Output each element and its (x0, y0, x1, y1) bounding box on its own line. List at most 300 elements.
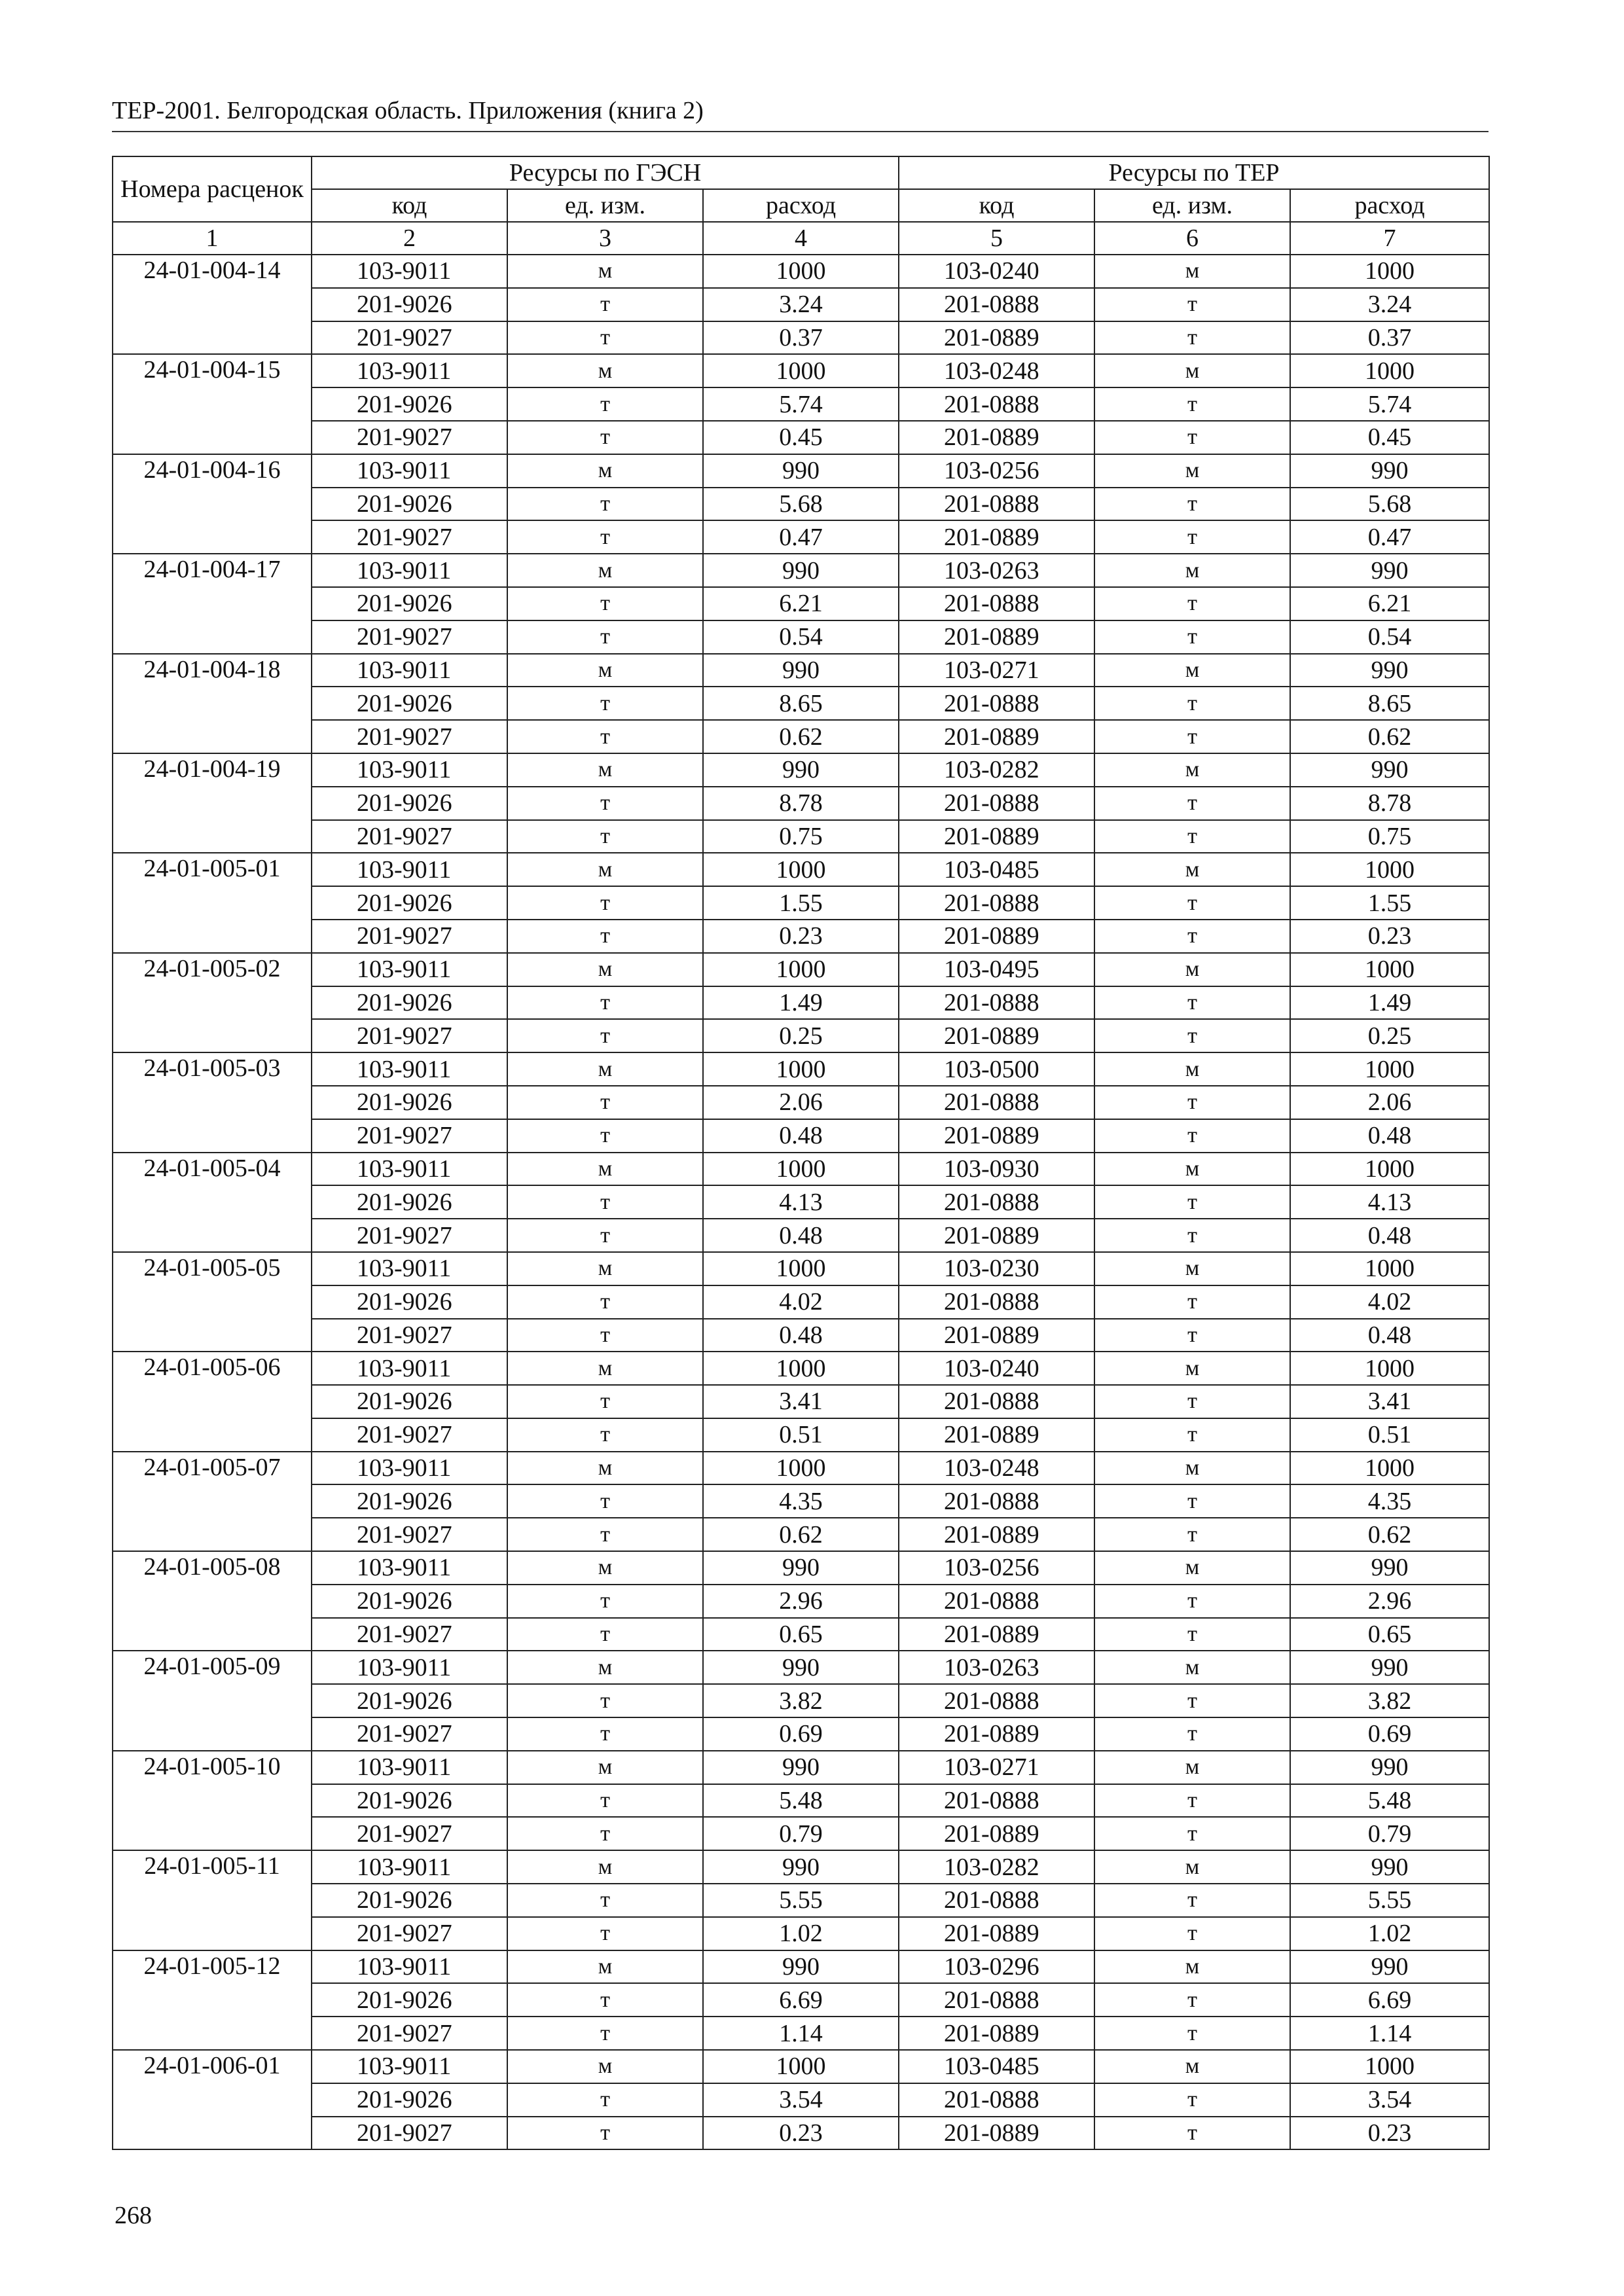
gesn-qty-cell: 1000 (703, 255, 899, 288)
ter-qty-cell: 1.14 (1290, 2017, 1489, 2050)
gesn-qty-cell: 0.48 (703, 1219, 899, 1252)
table-row (113, 488, 1489, 521)
rate-number-cell: 24-01-005-09 (113, 1651, 312, 1750)
ter-qty-cell: 5.68 (1290, 488, 1489, 521)
table-row (113, 2017, 1489, 2050)
gesn-code-cell: 201-9027 (312, 1219, 507, 1252)
ter-unit-cell: т (1094, 387, 1290, 421)
gesn-code-cell: 201-9026 (312, 1385, 507, 1418)
ter-unit-cell: т (1094, 1684, 1290, 1717)
rate-number-cell: 24-01-004-14 (113, 255, 312, 354)
ter-qty-cell: 0.37 (1290, 321, 1489, 355)
ter-unit-cell: т (1094, 986, 1290, 1020)
rate-number-cell: 24-01-005-04 (113, 1153, 312, 1252)
gesn-qty-cell: 1000 (703, 1052, 899, 1086)
column-number: 2 (312, 222, 507, 255)
gesn-qty-cell: 1000 (703, 1153, 899, 1186)
ter-code-cell: 201-0889 (899, 1019, 1094, 1052)
ter-unit-cell: м (1094, 1452, 1290, 1485)
gesn-qty-cell: 990 (703, 554, 899, 587)
ter-unit-cell: т (1094, 1618, 1290, 1651)
ter-unit-cell: т (1094, 1484, 1290, 1518)
gesn-code-cell: 103-9011 (312, 1850, 507, 1884)
gesn-code-cell: 201-9027 (312, 2017, 507, 2050)
gesn-qty-cell: 5.48 (703, 1784, 899, 1818)
table-row (113, 387, 1489, 421)
ter-code-cell: 201-0888 (899, 1784, 1094, 1818)
ter-code-cell: 201-0889 (899, 1319, 1094, 1352)
table-row (113, 1751, 1489, 1784)
ter-code-cell: 103-0282 (899, 1850, 1094, 1884)
gesn-qty-cell: 5.55 (703, 1884, 899, 1917)
ter-unit-cell: т (1094, 1086, 1290, 1119)
gesn-unit-cell: т (507, 1119, 703, 1153)
ter-code-cell: 201-0889 (899, 1817, 1094, 1850)
ter-unit-cell: т (1094, 720, 1290, 753)
gesn-code-cell: 201-9027 (312, 1518, 507, 1551)
rate-number-cell: 24-01-005-02 (113, 953, 312, 1052)
ter-qty-cell: 0.47 (1290, 520, 1489, 554)
column-number: 3 (507, 222, 703, 255)
table-row (113, 1484, 1489, 1518)
gesn-code-cell: 201-9026 (312, 1086, 507, 1119)
gesn-qty-cell: 3.82 (703, 1684, 899, 1717)
gesn-unit-cell: т (507, 1319, 703, 1352)
gesn-unit-cell: т (507, 2083, 703, 2117)
ter-qty-cell: 0.45 (1290, 421, 1489, 454)
gesn-unit-cell: м (507, 953, 703, 986)
rate-number-cell: 24-01-005-10 (113, 1751, 312, 1850)
ter-code-cell: 103-0495 (899, 953, 1094, 986)
gesn-unit-cell: т (507, 587, 703, 620)
gesn-qty-cell: 1000 (703, 2050, 899, 2083)
ter-code-cell: 103-0256 (899, 454, 1094, 488)
ter-code-cell: 201-0889 (899, 421, 1094, 454)
table-row (113, 1717, 1489, 1751)
ter-qty-cell: 5.48 (1290, 1784, 1489, 1818)
gesn-qty-cell: 1000 (703, 853, 899, 886)
table-row (113, 953, 1489, 986)
table-row (113, 1452, 1489, 1485)
gesn-code-cell: 103-9011 (312, 2050, 507, 2083)
ter-code-cell: 103-0240 (899, 255, 1094, 288)
rate-number-cell: 24-01-005-05 (113, 1252, 312, 1352)
gesn-qty-cell: 0.62 (703, 1518, 899, 1551)
gesn-code-cell: 201-9027 (312, 820, 507, 853)
ter-qty-cell: 990 (1290, 454, 1489, 488)
table-row (113, 2083, 1489, 2117)
ter-code-cell: 201-0889 (899, 820, 1094, 853)
table-row (113, 787, 1489, 820)
ter-unit-cell: м (1094, 1153, 1290, 1186)
ter-code-cell: 201-0888 (899, 288, 1094, 321)
gesn-unit-cell: т (507, 1983, 703, 2017)
gesn-unit-cell: т (507, 1717, 703, 1751)
gesn-code-cell: 201-9027 (312, 620, 507, 654)
gesn-code-cell: 103-9011 (312, 1950, 507, 1984)
ter-unit-cell: т (1094, 820, 1290, 853)
ter-qty-cell: 990 (1290, 1651, 1489, 1684)
table-row (113, 1850, 1489, 1884)
column-number: 4 (703, 222, 899, 255)
gesn-qty-cell: 1.55 (703, 886, 899, 920)
gesn-unit-cell: м (507, 1452, 703, 1485)
gesn-unit-cell: м (507, 255, 703, 288)
rate-number-cell: 24-01-005-12 (113, 1950, 312, 2050)
ter-qty-cell: 1.02 (1290, 1917, 1489, 1950)
table-row (113, 654, 1489, 687)
gesn-code-cell: 201-9026 (312, 1684, 507, 1717)
table-row (113, 853, 1489, 886)
gesn-code-cell: 201-9027 (312, 1618, 507, 1651)
gesn-unit-cell: т (507, 2117, 703, 2150)
table-row (113, 1950, 1489, 1984)
gesn-qty-cell: 0.62 (703, 720, 899, 753)
table-row (113, 1784, 1489, 1818)
gesn-qty-cell: 1.49 (703, 986, 899, 1020)
gesn-code-cell: 201-9027 (312, 1119, 507, 1153)
ter-code-cell: 201-0888 (899, 886, 1094, 920)
table-body (113, 255, 1489, 2149)
gesn-code-cell: 201-9026 (312, 1784, 507, 1818)
gesn-unit-cell: т (507, 1618, 703, 1651)
ter-qty-cell: 990 (1290, 1551, 1489, 1585)
gesn-qty-cell: 6.69 (703, 1983, 899, 2017)
ter-code-cell: 201-0888 (899, 1484, 1094, 1518)
ter-code-cell: 103-0248 (899, 354, 1094, 387)
ter-qty-cell: 5.55 (1290, 1884, 1489, 1917)
gesn-code-cell: 103-9011 (312, 1252, 507, 1285)
gesn-qty-cell: 4.13 (703, 1185, 899, 1219)
header-rule (112, 131, 1489, 132)
gesn-unit-cell: т (507, 1884, 703, 1917)
gesn-qty-cell: 0.65 (703, 1618, 899, 1651)
gesn-qty-cell: 0.23 (703, 920, 899, 953)
gesn-unit-cell: т (507, 1484, 703, 1518)
gesn-unit-cell: т (507, 920, 703, 953)
ter-code-cell: 201-0888 (899, 1884, 1094, 1917)
ter-unit-cell: м (1094, 753, 1290, 787)
ter-unit-cell: т (1094, 1285, 1290, 1319)
ter-qty-cell: 8.65 (1290, 687, 1489, 720)
column-number: 7 (1290, 222, 1489, 255)
table-row (113, 753, 1489, 787)
ter-qty-cell: 0.25 (1290, 1019, 1489, 1052)
gesn-qty-cell: 1.14 (703, 2017, 899, 2050)
gesn-qty-cell: 990 (703, 654, 899, 687)
ter-code-cell: 201-0889 (899, 321, 1094, 355)
ter-code-cell: 103-0930 (899, 1153, 1094, 1186)
gesn-code-cell: 103-9011 (312, 1751, 507, 1784)
ter-code-cell: 103-0256 (899, 1551, 1094, 1585)
gesn-code-cell: 201-9027 (312, 1319, 507, 1352)
table-row (113, 2050, 1489, 2083)
ter-qty-cell: 0.48 (1290, 1219, 1489, 1252)
gesn-code-cell: 201-9026 (312, 886, 507, 920)
gesn-code-cell: 103-9011 (312, 1052, 507, 1086)
table-row (113, 421, 1489, 454)
gesn-qty-cell: 990 (703, 1551, 899, 1585)
gesn-code-cell: 201-9026 (312, 787, 507, 820)
gesn-qty-cell: 990 (703, 753, 899, 787)
gesn-code-cell: 103-9011 (312, 1551, 507, 1585)
header-ter-unit: ед. изм. (1094, 189, 1290, 222)
gesn-unit-cell: т (507, 1585, 703, 1618)
gesn-qty-cell: 5.68 (703, 488, 899, 521)
ter-unit-cell: т (1094, 620, 1290, 654)
ter-qty-cell: 0.23 (1290, 920, 1489, 953)
ter-unit-cell: т (1094, 1784, 1290, 1818)
ter-unit-cell: м (1094, 1850, 1290, 1884)
gesn-code-cell: 201-9027 (312, 1717, 507, 1751)
gesn-code-cell: 201-9026 (312, 1484, 507, 1518)
ter-code-cell: 201-0889 (899, 920, 1094, 953)
gesn-code-cell: 103-9011 (312, 554, 507, 587)
rate-number-cell: 24-01-005-03 (113, 1052, 312, 1152)
ter-qty-cell: 4.02 (1290, 1285, 1489, 1319)
ter-unit-cell: м (1094, 1052, 1290, 1086)
rate-number-cell: 24-01-005-07 (113, 1452, 312, 1551)
ter-code-cell: 201-0889 (899, 1418, 1094, 1452)
table-row (113, 1019, 1489, 1052)
column-number: 5 (899, 222, 1094, 255)
table-row (113, 255, 1489, 288)
table-row (113, 288, 1489, 321)
ter-unit-cell: т (1094, 2083, 1290, 2117)
ter-unit-cell: т (1094, 587, 1290, 620)
ter-code-cell: 103-0271 (899, 654, 1094, 687)
table-row (113, 1651, 1489, 1684)
gesn-code-cell: 201-9027 (312, 2117, 507, 2150)
ter-unit-cell: т (1094, 886, 1290, 920)
gesn-qty-cell: 1000 (703, 1452, 899, 1485)
table-row (113, 1052, 1489, 1086)
gesn-code-cell: 201-9027 (312, 321, 507, 355)
gesn-unit-cell: т (507, 886, 703, 920)
gesn-code-cell: 103-9011 (312, 853, 507, 886)
ter-qty-cell: 2.06 (1290, 1086, 1489, 1119)
gesn-unit-cell: т (507, 1185, 703, 1219)
ter-code-cell: 103-0248 (899, 1452, 1094, 1485)
table-row (113, 1352, 1489, 1385)
rate-number-cell: 24-01-005-08 (113, 1551, 312, 1651)
gesn-qty-cell: 0.48 (703, 1319, 899, 1352)
table-row (113, 1285, 1489, 1319)
ter-code-cell: 103-0240 (899, 1352, 1094, 1385)
ter-unit-cell: т (1094, 1319, 1290, 1352)
ter-code-cell: 201-0889 (899, 1119, 1094, 1153)
ter-code-cell: 103-0500 (899, 1052, 1094, 1086)
ter-unit-cell: т (1094, 787, 1290, 820)
ter-code-cell: 201-0889 (899, 620, 1094, 654)
gesn-qty-cell: 0.25 (703, 1019, 899, 1052)
ter-qty-cell: 6.69 (1290, 1983, 1489, 2017)
rate-number-cell: 24-01-005-01 (113, 853, 312, 952)
ter-unit-cell: т (1094, 1418, 1290, 1452)
ter-qty-cell: 1000 (1290, 354, 1489, 387)
ter-qty-cell: 0.48 (1290, 1319, 1489, 1352)
gesn-unit-cell: м (507, 1052, 703, 1086)
ter-qty-cell: 0.69 (1290, 1717, 1489, 1751)
ter-qty-cell: 3.54 (1290, 2083, 1489, 2117)
table-row (113, 1817, 1489, 1850)
header-gesn-resources: Ресурсы по ГЭСН (312, 156, 899, 189)
gesn-unit-cell: м (507, 1751, 703, 1784)
gesn-qty-cell: 4.02 (703, 1285, 899, 1319)
gesn-code-cell: 201-9027 (312, 1418, 507, 1452)
gesn-qty-cell: 3.41 (703, 1385, 899, 1418)
gesn-code-cell: 201-9026 (312, 1285, 507, 1319)
ter-qty-cell: 6.21 (1290, 587, 1489, 620)
ter-code-cell: 103-0263 (899, 1651, 1094, 1684)
ter-code-cell: 103-0296 (899, 1950, 1094, 1984)
gesn-unit-cell: т (507, 488, 703, 521)
ter-code-cell: 201-0888 (899, 387, 1094, 421)
rate-number-cell: 24-01-004-19 (113, 753, 312, 853)
ter-code-cell: 201-0888 (899, 1086, 1094, 1119)
header-rate-numbers: Номера расценок (113, 156, 312, 222)
gesn-unit-cell: т (507, 1684, 703, 1717)
gesn-unit-cell: т (507, 1385, 703, 1418)
ter-qty-cell: 990 (1290, 554, 1489, 587)
gesn-code-cell: 103-9011 (312, 654, 507, 687)
gesn-unit-cell: т (507, 687, 703, 720)
gesn-unit-cell: т (507, 720, 703, 753)
gesn-unit-cell: м (507, 354, 703, 387)
ter-code-cell: 201-0888 (899, 986, 1094, 1020)
ter-code-cell: 201-0889 (899, 720, 1094, 753)
ter-unit-cell: т (1094, 1917, 1290, 1950)
gesn-unit-cell: т (507, 2017, 703, 2050)
table-row (113, 1252, 1489, 1285)
gesn-qty-cell: 1000 (703, 1252, 899, 1285)
ter-unit-cell: м (1094, 654, 1290, 687)
ter-code-cell: 103-0485 (899, 2050, 1094, 2083)
ter-code-cell: 201-0888 (899, 1585, 1094, 1618)
ter-qty-cell: 0.48 (1290, 1119, 1489, 1153)
table-row (113, 354, 1489, 387)
ter-code-cell: 201-0889 (899, 2117, 1094, 2150)
ter-qty-cell: 990 (1290, 1950, 1489, 1984)
gesn-code-cell: 103-9011 (312, 953, 507, 986)
table-row (113, 687, 1489, 720)
table-row (113, 587, 1489, 620)
ter-qty-cell: 990 (1290, 1751, 1489, 1784)
gesn-code-cell: 103-9011 (312, 1352, 507, 1385)
gesn-unit-cell: м (507, 1551, 703, 1585)
running-header: ТЕР-2001. Белгородская область. Приложения (книга 2) (112, 97, 704, 124)
gesn-code-cell: 103-9011 (312, 753, 507, 787)
ter-qty-cell: 0.51 (1290, 1418, 1489, 1452)
ter-unit-cell: м (1094, 1551, 1290, 1585)
gesn-code-cell: 201-9026 (312, 488, 507, 521)
ter-code-cell: 201-0888 (899, 1185, 1094, 1219)
gesn-unit-cell: т (507, 1219, 703, 1252)
ter-qty-cell: 8.78 (1290, 787, 1489, 820)
gesn-code-cell: 201-9026 (312, 1185, 507, 1219)
ter-qty-cell: 1000 (1290, 2050, 1489, 2083)
ter-unit-cell: т (1094, 1019, 1290, 1052)
rate-number-cell: 24-01-004-18 (113, 654, 312, 753)
ter-qty-cell: 5.74 (1290, 387, 1489, 421)
table-row (113, 1585, 1489, 1618)
table-row (113, 986, 1489, 1020)
table-row (113, 1684, 1489, 1717)
gesn-qty-cell: 3.54 (703, 2083, 899, 2117)
ter-qty-cell: 3.82 (1290, 1684, 1489, 1717)
ter-qty-cell: 0.79 (1290, 1817, 1489, 1850)
gesn-unit-cell: т (507, 520, 703, 554)
gesn-code-cell: 201-9026 (312, 387, 507, 421)
gesn-code-cell: 201-9026 (312, 1585, 507, 1618)
table-row (113, 1219, 1489, 1252)
ter-qty-cell: 1000 (1290, 853, 1489, 886)
table-row (113, 886, 1489, 920)
gesn-qty-cell: 0.75 (703, 820, 899, 853)
ter-code-cell: 103-0282 (899, 753, 1094, 787)
gesn-unit-cell: т (507, 288, 703, 321)
ter-unit-cell: т (1094, 421, 1290, 454)
gesn-unit-cell: т (507, 1817, 703, 1850)
gesn-unit-cell: т (507, 787, 703, 820)
ter-unit-cell: т (1094, 321, 1290, 355)
ter-qty-cell: 990 (1290, 654, 1489, 687)
gesn-qty-cell: 990 (703, 1950, 899, 1984)
ter-qty-cell: 0.65 (1290, 1618, 1489, 1651)
column-number-row (113, 222, 1489, 255)
table-row (113, 2117, 1489, 2150)
ter-qty-cell: 1.55 (1290, 886, 1489, 920)
ter-qty-cell: 0.62 (1290, 1518, 1489, 1551)
ter-qty-cell: 4.13 (1290, 1185, 1489, 1219)
ter-qty-cell: 990 (1290, 753, 1489, 787)
gesn-unit-cell: м (507, 1950, 703, 1984)
ter-code-cell: 103-0263 (899, 554, 1094, 587)
ter-unit-cell: т (1094, 1119, 1290, 1153)
gesn-code-cell: 201-9027 (312, 421, 507, 454)
gesn-unit-cell: т (507, 421, 703, 454)
resources-table (112, 156, 1490, 2150)
table-row (113, 520, 1489, 554)
table-row (113, 554, 1489, 587)
gesn-code-cell: 201-9027 (312, 720, 507, 753)
rate-number-cell: 24-01-005-06 (113, 1352, 312, 1451)
ter-qty-cell: 1000 (1290, 1352, 1489, 1385)
ter-unit-cell: м (1094, 853, 1290, 886)
table-row (113, 1551, 1489, 1585)
gesn-qty-cell: 1000 (703, 1352, 899, 1385)
table-row (113, 620, 1489, 654)
gesn-unit-cell: т (507, 387, 703, 421)
ter-unit-cell: т (1094, 488, 1290, 521)
header-gesn-qty: расход (703, 189, 899, 222)
ter-qty-cell: 2.96 (1290, 1585, 1489, 1618)
ter-code-cell: 201-0889 (899, 1219, 1094, 1252)
ter-qty-cell: 1000 (1290, 1153, 1489, 1186)
gesn-unit-cell: т (507, 820, 703, 853)
ter-unit-cell: т (1094, 1185, 1290, 1219)
gesn-unit-cell: м (507, 2050, 703, 2083)
gesn-unit-cell: м (507, 1252, 703, 1285)
ter-unit-cell: м (1094, 1651, 1290, 1684)
gesn-unit-cell: м (507, 654, 703, 687)
gesn-unit-cell: т (507, 1019, 703, 1052)
table-row (113, 820, 1489, 853)
ter-qty-cell: 990 (1290, 1850, 1489, 1884)
rate-number-cell: 24-01-004-15 (113, 354, 312, 454)
ter-code-cell: 201-0888 (899, 488, 1094, 521)
gesn-code-cell: 201-9026 (312, 2083, 507, 2117)
